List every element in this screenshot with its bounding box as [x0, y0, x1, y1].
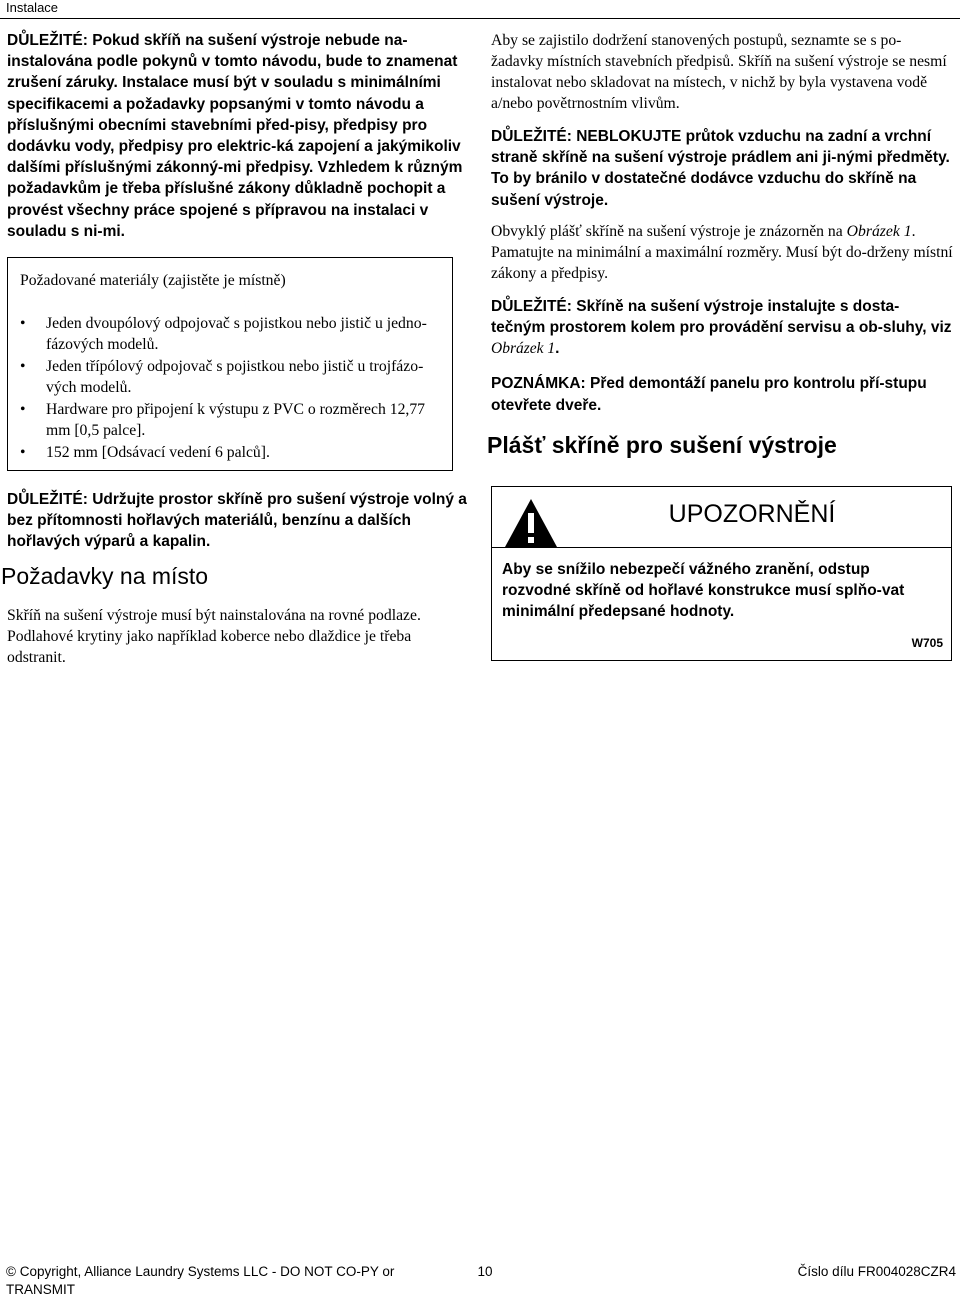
materials-item: • 152 mm [Odsávací vedení 6 palců].: [18, 442, 444, 463]
warning-box: [491, 486, 952, 661]
warning-title: UPOZORNĚNÍ: [668, 500, 836, 528]
codes-text: Aby se zajistilo dodržení stanovených postupů, seznamte se s po-žadavky místních stavebních předpisů. Skříň na sušení výstroje se nesmí instalovat nebo skladovat na místech, v nichž by byla vystavena vodě a/nebo povětrnostním vlivům.: [491, 32, 947, 112]
right-column: [487, 30, 953, 460]
important-clear-area: DŮLEŽITÉ: Udržujte prostor skříně pro sušení výstroje volný a bez přítomnosti hořlavých materiálů, benzínu a dalších hořlavých výparů a kapalin.: [7, 491, 467, 551]
figure-reference[interactable]: Obrázek 1: [491, 340, 556, 358]
warning-text: Aby se snížilo nebezpečí vážného zranění, odstup rozvodné skříně od hořlavé konstrukce musí splňo-vat minimální předepsané hodnoty.: [502, 561, 905, 620]
warning-divider: [492, 547, 951, 548]
warning-triangle-icon: [503, 497, 559, 549]
left-column: [1, 30, 473, 668]
housing-text: [491, 221, 953, 284]
page-header-section: Instalace: [6, 0, 59, 15]
footer-copyright: © Copyright, Alliance Laundry Systems LLC - DO NOT CO-PY or TRANSMIT: [6, 1264, 395, 1297]
materials-box: [7, 257, 453, 471]
footer-page-number: 10: [477, 1264, 493, 1279]
figure-reference[interactable]: Obrázek 1: [846, 222, 912, 240]
site-requirements-text: Skříň na sušení výstroje musí být nainstalována na rovné podlaze. Podlahové krytiny jako například koberce nebo dlaždice je třeba odstranit.: [7, 606, 421, 666]
important-intro: DŮLEŽITÉ: Pokud skříň na sušení výstroje nebude na-instalována podle pokynů v tomto návodu, bude to znamenat zrušení záruky. Instalace musí být v souladu s minimálními specifikacemi a požadavky popsanými v tomto návodu a příslušnými obecními stavebními před-pisy, předpisy pro dodávku vody, předpisy pro elektric-ká zapojení a jakýmikoliv dalšími příslušnými zákonný-mi předpisy. Vzhledem k různým požadavkům je třeba příslušné zákony důkladně pochopit a provést všechny práce spojené s přípravou na instalaci v souladu s ni-mi.: [7, 32, 463, 240]
housing-text-part: Obvyklý plášť skříně na sušení výstroje je znázorněn na: [491, 222, 847, 240]
housing-text-part: . Pamatujte na minimální a maximální rozměry. Musí být do-drženy místní zákony a předpisy.: [491, 222, 953, 282]
important-service-space: [491, 296, 953, 360]
housing-section-title: Plášť skříně pro sušení výstroje: [487, 431, 837, 458]
site-requirements-title: Požadavky na místo: [1, 562, 209, 589]
warning-code: W705: [911, 636, 943, 650]
footer-part-number: Číslo dílu FR004028CZR4: [797, 1264, 956, 1279]
service-space-part: DŮLEŽITÉ: Skříně na sušení výstroje instalujte s dosta-tečným prostorem kolem pro provádění servisu a ob-sluhy, viz: [491, 297, 952, 337]
note-panel: POZNÁMKA: Před demontáží panelu pro kontrolu pří-stupu otevřete dveře.: [491, 375, 927, 414]
important-airflow: DŮLEŽITÉ: NEBLOKUJTE průtok vzduchu na zadní a vrchní straně skříně na sušení výstroje prádlem ani ji-nými předměty. To by bránilo v dostatečné dodávce vzduchu do skříně na sušení výstroje.: [491, 128, 950, 209]
header-rule: [0, 18, 960, 19]
service-space-part: .: [555, 340, 560, 358]
materials-item: • Jeden dvoupólový odpojovač s pojistkou nebo jistič u jedno-fázových modelů.: [18, 313, 444, 355]
materials-item: • Hardware pro připojení k výstupu z PVC o rozměrech 12,77 mm [0,5 palce].: [18, 399, 444, 441]
materials-title: Požadované materiály (zajistěte je místně): [20, 272, 286, 290]
materials-item: • Jeden třípólový odpojovač s pojistkou nebo jistič u trojfázo-vých modelů.: [18, 356, 444, 398]
materials-list: [18, 313, 444, 463]
